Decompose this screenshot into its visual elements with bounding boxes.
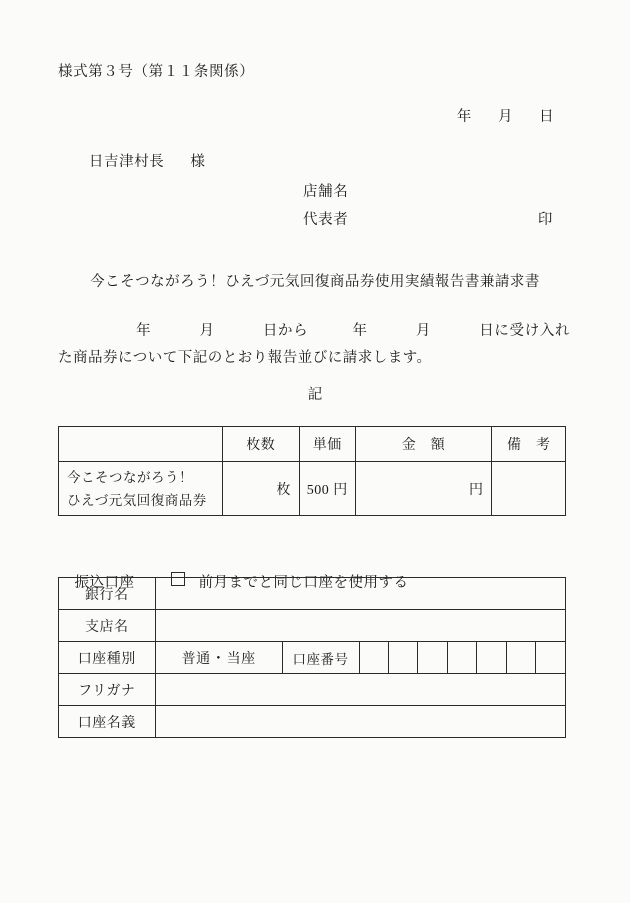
furigana-label: フリガナ xyxy=(59,674,156,706)
body-to-day: 日に受け入れた xyxy=(58,323,571,366)
voucher-table-header-row xyxy=(59,427,566,462)
bank-name-value[interactable] xyxy=(155,578,565,610)
voucher-name-line-2: ひえづ元気回復商品券 xyxy=(67,492,207,508)
voucher-header-blank xyxy=(59,427,223,462)
addressee-honorific: 様 xyxy=(190,154,206,170)
body-paragraph xyxy=(58,318,570,372)
date-day-label: 日 xyxy=(539,109,555,125)
voucher-unit-price-cell: 500 円 xyxy=(299,462,355,516)
account-number-digit-4[interactable] xyxy=(447,642,476,674)
account-number-digit-1[interactable] xyxy=(359,642,388,674)
account-type-separator: ・ xyxy=(211,651,226,667)
voucher-table xyxy=(58,426,566,516)
voucher-amount-cell[interactable]: 円 xyxy=(355,462,492,516)
furigana-value[interactable] xyxy=(155,674,565,706)
account-number-digit-6[interactable] xyxy=(506,642,535,674)
bank-row-furigana xyxy=(59,674,566,706)
voucher-table-row xyxy=(59,462,566,516)
shop-info-block xyxy=(303,178,553,234)
account-type-option-toza[interactable]: 当座 xyxy=(226,651,256,667)
voucher-name-cell xyxy=(59,462,223,516)
representative-label: 代表者 xyxy=(303,212,349,228)
date-year-label: 年 xyxy=(456,109,473,125)
account-number-digit-5[interactable] xyxy=(477,642,506,674)
body-from-day: 日から xyxy=(262,323,309,339)
body-from-year: 年 xyxy=(136,323,152,339)
bank-account-table xyxy=(58,577,566,738)
branch-name-value[interactable] xyxy=(155,610,565,642)
bank-row-branch-name xyxy=(59,610,566,642)
account-number-label: 口座番号 xyxy=(282,642,359,674)
voucher-remarks-cell[interactable] xyxy=(492,462,566,516)
account-holder-value[interactable] xyxy=(155,706,565,738)
representative-row xyxy=(303,206,553,234)
shop-name-label: 店舗名 xyxy=(303,184,349,200)
voucher-count-cell[interactable]: 枚 xyxy=(222,462,299,516)
shop-name-row xyxy=(303,178,553,206)
account-type-options[interactable] xyxy=(155,642,282,674)
body-from-month: 月 xyxy=(199,323,215,339)
voucher-header-amount: 金 額 xyxy=(355,427,492,462)
form-number: 様式第３号（第１１条関係） xyxy=(58,64,255,80)
bank-row-bank-name xyxy=(59,578,566,610)
bank-row-account-holder xyxy=(59,706,566,738)
voucher-header-remarks: 備 考 xyxy=(492,427,566,462)
branch-name-label: 支店名 xyxy=(59,610,156,642)
ki-mark: 記 xyxy=(307,387,323,403)
voucher-header-unit-price: 単価 xyxy=(299,427,355,462)
body-to-month: 月 xyxy=(415,323,432,339)
account-type-option-futsu[interactable]: 普通 xyxy=(181,651,211,667)
document-title: 今こそつながろう！ひえづ元気回復商品券使用実績報告書兼請求書 xyxy=(90,274,540,290)
account-number-digit-2[interactable] xyxy=(388,642,417,674)
date-month-label: 月 xyxy=(498,109,514,125)
seal-mark: 印 xyxy=(537,212,553,228)
body-line-2: 商品券について下記のとおり報告並びに請求します。 xyxy=(73,350,432,366)
addressee xyxy=(72,133,206,188)
voucher-header-count: 枚数 xyxy=(222,427,299,462)
addressee-name: 日吉津村長 xyxy=(88,154,165,170)
bank-name-label: 銀行名 xyxy=(59,578,156,610)
date-line xyxy=(440,88,554,143)
transfer-account-label: 振込口座 xyxy=(74,575,135,591)
account-type-label: 口座種別 xyxy=(59,642,156,674)
body-to-year: 年 xyxy=(352,323,368,339)
account-holder-label: 口座名義 xyxy=(59,706,156,738)
voucher-name-line-1: 今こそつながろう！ xyxy=(67,469,193,485)
account-number-digit-3[interactable] xyxy=(418,642,447,674)
transfer-checkbox-text: 前月までと同じ口座を使用する xyxy=(198,575,409,591)
bank-row-account-type xyxy=(59,642,566,674)
account-number-digit-7[interactable] xyxy=(536,642,566,674)
